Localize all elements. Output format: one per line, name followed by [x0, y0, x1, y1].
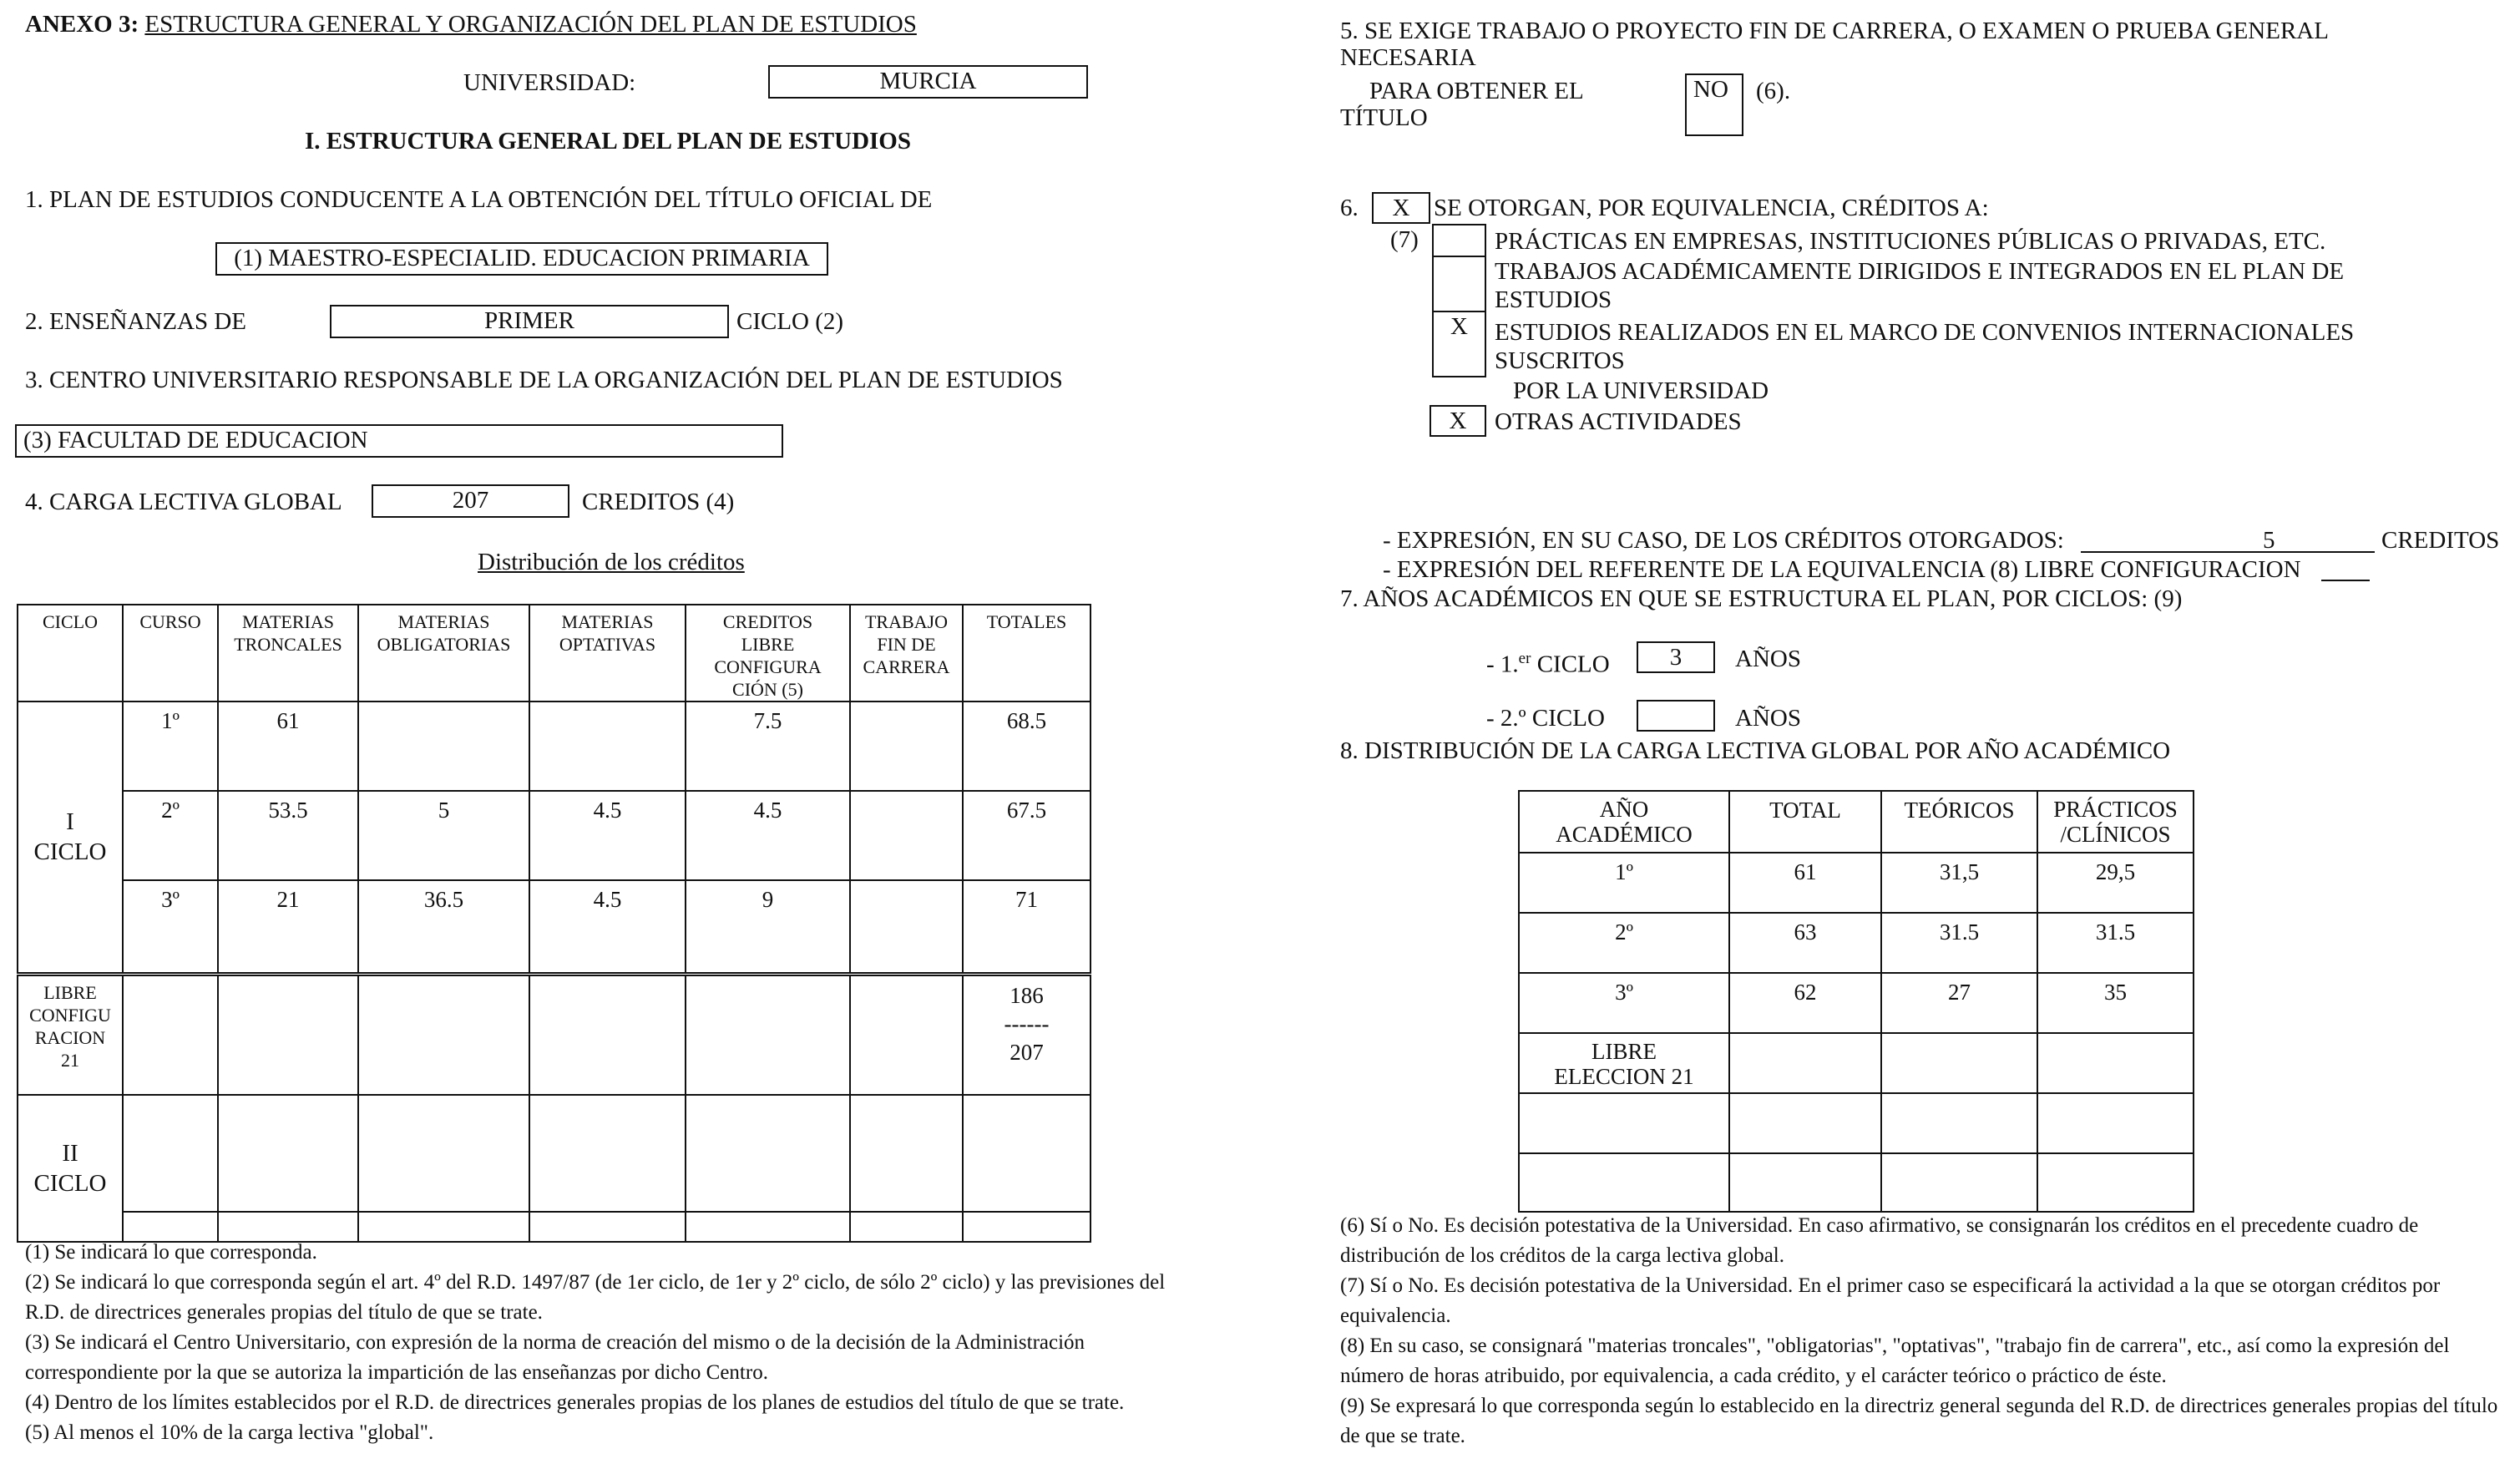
- right-footnotes: [1340, 1211, 2509, 1451]
- footnote-2: (2) Se indicará lo que corresponda según el art. 4º del R.D. 1497/87 (de 1er ciclo, de 1er y 2º ciclo, de sólo 2º ciclo) y las previsiones del R.D. de directrices generales propias del título de que se trate.: [25, 1271, 1166, 1324]
- header-ciclo: CICLO: [18, 605, 123, 702]
- cell-obligatorias: [358, 974, 529, 1095]
- cell-curso: [123, 974, 218, 1095]
- cell-totales: 68.5: [963, 702, 1090, 791]
- cell-troncales: [218, 974, 358, 1095]
- footnote-8: (8) En su caso, se consignará "materias troncales", "obligatorias", "optativas", "trabajo fin de carrera", etc., así como la expresión del número de horas atribuido, por equivalencia, a cada crédito, y el carácter teórico o práctico de éste.: [1340, 1335, 2450, 1387]
- header-totales: TOTALES: [963, 605, 1090, 702]
- cell-teoricos: [1881, 1093, 2037, 1153]
- annex-title: ESTRUCTURA GENERAL Y ORGANIZACIÓN DEL PLAN DE ESTUDIOS: [144, 11, 917, 38]
- table-row: [1519, 913, 2194, 973]
- section-title: I. ESTRUCTURA GENERAL DEL PLAN DE ESTUDIOS: [305, 128, 911, 154]
- cell-libre: [686, 974, 850, 1095]
- cell-curso: 2º: [123, 791, 218, 880]
- credits-table-header: [18, 605, 1090, 702]
- item6-checkbox: X: [1372, 192, 1430, 224]
- footnote-7: (7) Sí o No. Es decisión potestativa de la Universidad. En el primer caso se especificará la actividad a la que se otorgan créditos por equivalencia.: [1340, 1274, 2441, 1327]
- item5-line1: 5. SE EXIGE TRABAJO O PROYECTO FIN DE CARRERA, O EXAMEN O PRUEBA GENERAL: [1340, 18, 2329, 44]
- cell-optativas: 4.5: [529, 791, 686, 880]
- cell-practicos: 35: [2037, 973, 2194, 1033]
- cell-year: 1º: [1519, 853, 1729, 913]
- cell-trabajo: [850, 974, 963, 1095]
- header-total: TOTAL: [1729, 791, 1881, 853]
- cycle1-years-unit: AÑOS: [1735, 646, 1801, 672]
- cell-total: [1729, 1153, 1881, 1212]
- table-row: [1519, 853, 2194, 913]
- cell-totales-sum: [963, 974, 1090, 1095]
- university-label: UNIVERSIDAD:: [463, 69, 636, 96]
- cell-practicos: [2037, 1093, 2194, 1153]
- option-label-trabajos: TRABAJOS ACADÉMICAMENTE DIRIGIDOS E INTEGRADOS EN EL PLAN DE ESTUDIOS: [1495, 258, 2345, 313]
- grand-total-value: 207: [1010, 1039, 1044, 1065]
- cell-trabajo: [850, 791, 963, 880]
- item5-line2: NECESARIA: [1340, 44, 1476, 71]
- faculty-field: (3) FACULTAD DE EDUCACION: [15, 424, 783, 458]
- table-row: [1519, 1033, 2194, 1093]
- cell-teoricos: [1881, 1033, 2037, 1093]
- credits-table: [17, 604, 1091, 1243]
- cell-troncales: 61: [218, 702, 358, 791]
- header-trabajo: TRABAJO FIN DE CARRERA: [850, 605, 963, 702]
- cell-totales: [963, 1095, 1090, 1212]
- item2-suffix: CICLO (2): [736, 308, 844, 335]
- left-footnotes: [25, 1238, 1202, 1448]
- footnote-3: (3) Se indicará el Centro Universitario, con expresión de la norma de creación del mismo o de la decisión de la Administración correspondiente por la que se autoriza la impartición de las enseñanzas por dicho Centro.: [25, 1331, 1085, 1384]
- cell-obligatorias: 36.5: [358, 880, 529, 974]
- header-optativas: MATERIAS OPTATIVAS: [529, 605, 686, 702]
- expr1-value: 5: [2263, 527, 2275, 554]
- cell-total: 63: [1729, 913, 1881, 973]
- option-checkbox-otras: X: [1430, 405, 1486, 437]
- distribution-title: Distribución de los créditos: [478, 549, 745, 575]
- header-teoricos: TEÓRICOS: [1881, 791, 2037, 853]
- cell-practicos: 31.5: [2037, 913, 2194, 973]
- table-row: [18, 702, 1090, 791]
- option-label-convenios-extra: POR LA UNIVERSIDAD: [1513, 377, 1769, 404]
- cell-year: [1519, 1153, 1729, 1212]
- expr2-underline: [2321, 580, 2370, 581]
- header-curso: CURSO: [123, 605, 218, 702]
- cell-curso: 3º: [123, 880, 218, 974]
- item8-label: 8. DISTRIBUCIÓN DE LA CARGA LECTIVA GLOBAL POR AÑO ACADÉMICO: [1340, 737, 2171, 764]
- libre-label: LIBRE CONFIGU RACION 21: [18, 974, 123, 1095]
- table-row: [1519, 1153, 2194, 1212]
- item4-suffix: CREDITOS (4): [582, 489, 735, 515]
- cell-year: LIBRE ELECCION 21: [1519, 1033, 1729, 1093]
- cell-trabajo: [850, 1095, 963, 1212]
- item7-label: 7. AÑOS ACADÉMICOS EN QUE SE ESTRUCTURA EL PLAN, POR CICLOS: (9): [1340, 585, 2183, 612]
- table-row: [18, 1095, 1090, 1212]
- item6-label: SE OTORGAN, POR EQUIVALENCIA, CRÉDITOS A:: [1434, 195, 1989, 221]
- cell-teoricos: [1881, 1153, 2037, 1212]
- cell-teoricos: 31.5: [1881, 913, 2037, 973]
- item4-label: 4. CARGA LECTIVA GLOBAL: [25, 489, 342, 515]
- cell-obligatorias: [358, 702, 529, 791]
- cell-optativas: [529, 1095, 686, 1212]
- cell-trabajo: [850, 880, 963, 974]
- cell-teoricos: 31,5: [1881, 853, 2037, 913]
- cell-obligatorias: 5: [358, 791, 529, 880]
- cycle2-label: II CICLO: [18, 1095, 123, 1242]
- table-row: [18, 791, 1090, 880]
- cell-obligatorias: [358, 1095, 529, 1212]
- year-distribution-table: [1518, 790, 2194, 1213]
- expr1-label: - EXPRESIÓN, EN SU CASO, DE LOS CRÉDITOS OTORGADOS:: [1383, 527, 2064, 554]
- cell-total: [1729, 1093, 1881, 1153]
- header-troncales: MATERIAS TRONCALES: [218, 605, 358, 702]
- option-checkbox-practicas: [1432, 224, 1486, 257]
- option-label-otras: OTRAS ACTIVIDADES: [1495, 408, 1742, 435]
- footnote-6: (6) Sí o No. Es decisión potestativa de la Universidad. En caso afirmativo, se consignarán los créditos en el precedente cuadro de distribución de los créditos de la carga lectiva global.: [1340, 1214, 2419, 1267]
- cell-practicos: [2037, 1153, 2194, 1212]
- cell-total: 61: [1729, 853, 1881, 913]
- item2-label: 2. ENSEÑANZAS DE: [25, 308, 247, 335]
- cell-year: 3º: [1519, 973, 1729, 1033]
- cell-year: [1519, 1093, 1729, 1153]
- table-row: [1519, 1093, 2194, 1153]
- cell-libre: 9: [686, 880, 850, 974]
- project-required-field: NO: [1685, 73, 1743, 136]
- header-ano: AÑO ACADÉMICO: [1519, 791, 1729, 853]
- item1-label: 1. PLAN DE ESTUDIOS CONDUCENTE A LA OBTENCIÓN DEL TÍTULO OFICIAL DE: [25, 186, 933, 213]
- cell-troncales: [218, 1095, 358, 1212]
- cycle1-years-field: 3: [1637, 641, 1715, 673]
- item3-label: 3. CENTRO UNIVERSITARIO RESPONSABLE DE LA ORGANIZACIÓN DEL PLAN DE ESTUDIOS: [25, 367, 1063, 393]
- cell-total: [1729, 1033, 1881, 1093]
- credits-field: 207: [372, 484, 569, 518]
- degree-title-field: (1) MAESTRO-ESPECIALID. EDUCACION PRIMARIA: [215, 242, 828, 276]
- footnote-4: (4) Dentro de los límites establecidos por el R.D. de directrices generales propias de los planes de estudios del título de que se trate.: [25, 1391, 1125, 1414]
- cell-libre: [686, 1095, 850, 1212]
- year-table-header: [1519, 791, 2194, 853]
- university-field: MURCIA: [768, 65, 1088, 99]
- table-row: [1519, 973, 2194, 1033]
- total-divider: ------: [1004, 1010, 1050, 1036]
- item5-line3: PARA OBTENER EL: [1369, 78, 1584, 104]
- cell-practicos: 29,5: [2037, 853, 2194, 913]
- cell-curso: [123, 1095, 218, 1212]
- option-checkbox-trabajos: [1432, 256, 1486, 312]
- cycle2-years-field: [1637, 700, 1715, 732]
- table-row: [18, 974, 1090, 1095]
- cell-optativas: [529, 974, 686, 1095]
- option-label-practicas: PRÁCTICAS EN EMPRESAS, INSTITUCIONES PÚBLICAS O PRIVADAS, ETC.: [1495, 228, 2326, 255]
- cell-optativas: 4.5: [529, 880, 686, 974]
- cell-trabajo: [850, 702, 963, 791]
- cell-libre: 4.5: [686, 791, 850, 880]
- option-label-convenios: ESTUDIOS REALIZADOS EN EL MARCO DE CONVENIOS INTERNACIONALES SUSCRITOS: [1495, 319, 2355, 374]
- item7-cycle1-label: - 1.$^{er}$ CICLO: [1486, 650, 1610, 678]
- expr1-underline: [2081, 551, 2375, 553]
- cell-teoricos: 27: [1881, 973, 2037, 1033]
- footnote-1: (1) Se indicará lo que corresponda.: [25, 1241, 317, 1264]
- cell-total: 62: [1729, 973, 1881, 1033]
- annex-heading: [25, 10, 917, 38]
- item5-suffix: (6).: [1756, 78, 1791, 104]
- item6-note: (7): [1390, 226, 1419, 253]
- footnote-9: (9) Se expresará lo que corresponda según lo establecido en la directriz general segunda del R.D. de directrices generales propias del título de que se trate.: [1340, 1395, 2498, 1447]
- cycle-field: PRIMER: [330, 305, 729, 338]
- expr1-suffix: CREDITOS: [2381, 527, 2500, 554]
- annex-label: ANEXO 3:: [25, 11, 139, 38]
- cell-year: 2º: [1519, 913, 1729, 973]
- cell-troncales: 21: [218, 880, 358, 974]
- header-libre: CREDITOS LIBRE CONFIGURA CIÓN (5): [686, 605, 850, 702]
- expr2-label: - EXPRESIÓN DEL REFERENTE DE LA EQUIVALENCIA (8) LIBRE CONFIGURACION: [1383, 556, 2301, 583]
- item7-cycle2-label: - 2.º CICLO: [1486, 705, 1605, 732]
- cell-practicos: [2037, 1033, 2194, 1093]
- cell-troncales: 53.5: [218, 791, 358, 880]
- table-row: [18, 880, 1090, 974]
- cell-curso: 1º: [123, 702, 218, 791]
- header-practicos: PRÁCTICOS /CLÍNICOS: [2037, 791, 2194, 853]
- header-obligatorias: MATERIAS OBLIGATORIAS: [358, 605, 529, 702]
- subtotal-value: 186: [1010, 982, 1044, 1008]
- cell-totales: 67.5: [963, 791, 1090, 880]
- item5-line4: TÍTULO: [1340, 104, 1428, 131]
- cycle1-label: I CICLO: [18, 702, 123, 974]
- option-checkbox-convenios: X: [1432, 311, 1486, 377]
- cycle2-years-unit: AÑOS: [1735, 705, 1801, 732]
- cell-totales: 71: [963, 880, 1090, 974]
- footnote-5: (5) Al menos el 10% de la carga lectiva "global".: [25, 1421, 434, 1444]
- item6-number: 6.: [1340, 195, 1359, 221]
- cell-libre: 7.5: [686, 702, 850, 791]
- cell-optativas: [529, 702, 686, 791]
